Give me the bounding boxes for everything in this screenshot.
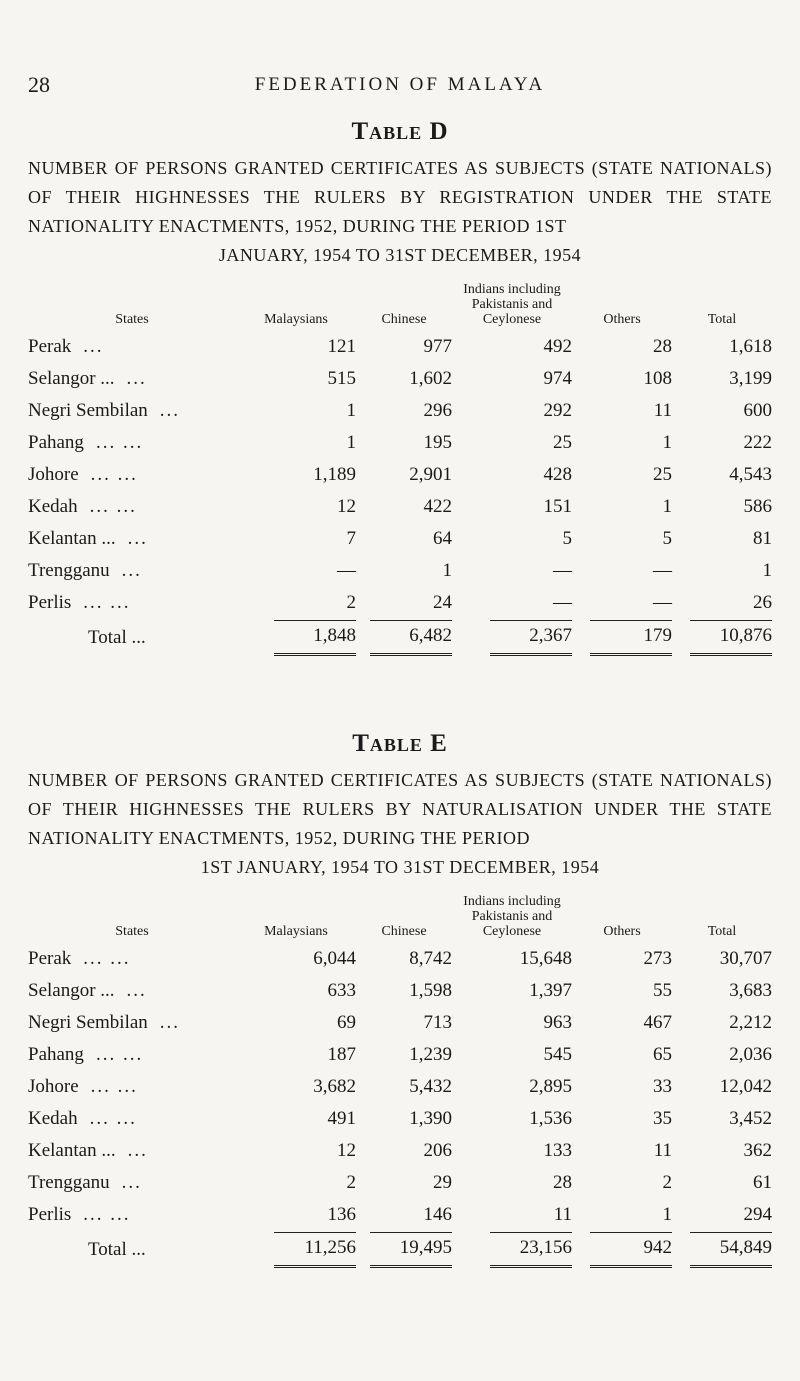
table-row xyxy=(28,491,772,523)
state-name: Pahang xyxy=(28,432,84,453)
value-cell: 2,212 xyxy=(729,1012,772,1033)
leader-dots: ... xyxy=(159,1012,181,1033)
value-cell: 362 xyxy=(743,1140,772,1161)
value-cell: 2,895 xyxy=(529,1076,572,1097)
total-row xyxy=(28,619,772,657)
value-cell: 1 xyxy=(442,560,452,581)
value-cell: 3,452 xyxy=(729,1108,772,1129)
table-row xyxy=(28,587,772,619)
state-name: Trengganu xyxy=(28,1172,110,1193)
value-cell: 292 xyxy=(543,400,572,421)
table-row xyxy=(28,1167,772,1199)
description-line: UNDER THE STATE NATIONALITY ENACTMENTS, 1952, DURING THE PERIOD xyxy=(28,799,772,848)
total-value: 942 xyxy=(590,1232,672,1268)
description-line: NUMBER OF PERSONS GRANTED CERTIFICATES AS SUBJECTS (STATE xyxy=(28,770,654,790)
description-line: NUMBER OF PERSONS GRANTED CERTIFICATES AS SUBJECTS (STATE xyxy=(28,158,654,178)
value-cell: 8,742 xyxy=(409,948,452,969)
state-name: Negri Sembilan xyxy=(28,1012,148,1033)
value-cell: 1,390 xyxy=(409,1108,452,1129)
state-name: Kelantan ... xyxy=(28,528,116,549)
description-line: NATIONALS) OF THEIR HIGHNESSES THE RULERS BY NATURALISATION xyxy=(28,770,773,819)
value-cell: 5 xyxy=(562,528,572,549)
value-cell: 273 xyxy=(643,948,672,969)
column-header: Total xyxy=(707,312,737,327)
value-cell: 1 xyxy=(662,432,672,453)
page-header xyxy=(28,72,772,102)
value-cell: 26 xyxy=(753,592,772,613)
state-cell xyxy=(28,491,236,523)
table-row xyxy=(28,943,772,975)
total-value: 2,367 xyxy=(490,620,572,656)
state-name: Kelantan ... xyxy=(28,1140,116,1161)
leader-dots: ... xyxy=(127,528,148,549)
table-row xyxy=(28,1039,772,1071)
table-row xyxy=(28,1007,772,1039)
total-label: Total ... xyxy=(88,1239,146,1260)
value-cell: 1 xyxy=(346,432,356,453)
state-cell xyxy=(28,975,236,1007)
column-header: Others xyxy=(603,312,641,327)
value-cell: 3,199 xyxy=(729,368,772,389)
header-row xyxy=(28,894,772,943)
total-label-cell xyxy=(28,1231,236,1269)
state-name: Selangor ... xyxy=(28,980,115,1001)
value-cell: 64 xyxy=(433,528,452,549)
value-cell: 586 xyxy=(743,496,772,517)
value-cell: 24 xyxy=(433,592,452,613)
table-row xyxy=(28,1199,772,1231)
value-cell: 428 xyxy=(543,464,572,485)
value-cell: 545 xyxy=(543,1044,572,1065)
leader-dots: ... ... xyxy=(95,1044,144,1065)
value-cell: 296 xyxy=(423,400,452,421)
value-cell: 15,648 xyxy=(519,948,572,969)
state-name: Perak xyxy=(28,336,72,357)
total-value: 1,848 xyxy=(274,620,356,656)
value-cell: 187 xyxy=(327,1044,356,1065)
value-cell: 491 xyxy=(327,1108,356,1129)
value-cell: 146 xyxy=(423,1204,452,1225)
value-cell: 12 xyxy=(337,1140,356,1161)
column-header: Chinese xyxy=(381,924,427,939)
value-cell: 30,707 xyxy=(719,948,772,969)
value-cell: 12,042 xyxy=(719,1076,772,1097)
value-cell: 4,543 xyxy=(729,464,772,485)
value-cell: 1 xyxy=(662,1204,672,1225)
state-cell xyxy=(28,555,236,587)
value-cell: 2 xyxy=(662,1172,672,1193)
value-cell: 2 xyxy=(346,592,356,613)
total-cell xyxy=(236,619,356,657)
value-cell: 12 xyxy=(337,496,356,517)
value-cell: 55 xyxy=(653,980,672,1001)
description-line: THE STATE NATIONALITY ENACTMENTS, 1952, DURING THE PERIOD 1ST xyxy=(28,187,772,236)
value-cell: 2,901 xyxy=(409,464,452,485)
value-cell: 108 xyxy=(643,368,672,389)
total-cell xyxy=(356,619,452,657)
table-row xyxy=(28,427,772,459)
total-cell xyxy=(672,1231,772,1269)
value-cell: 11 xyxy=(653,1140,672,1161)
value-cell: 206 xyxy=(423,1140,452,1161)
total-row xyxy=(28,1231,772,1269)
value-cell: 5 xyxy=(662,528,672,549)
total-value: 11,256 xyxy=(274,1232,356,1268)
value-cell: 713 xyxy=(423,1012,452,1033)
value-cell: 977 xyxy=(423,336,452,357)
value-cell: 35 xyxy=(653,1108,672,1129)
table-e-section xyxy=(28,730,772,1269)
table-row xyxy=(28,459,772,491)
state-cell xyxy=(28,395,236,427)
value-cell: 600 xyxy=(743,400,772,421)
state-name: Perlis xyxy=(28,592,72,613)
leader-dots: ... ... xyxy=(89,1108,137,1129)
state-name: Kedah xyxy=(28,1108,78,1129)
description-line: 1ST JANUARY, 1954 TO 31ST DECEMBER, 1954 xyxy=(200,857,600,877)
leader-dots: ... ... xyxy=(83,592,131,613)
value-cell: 195 xyxy=(423,432,452,453)
value-cell: — xyxy=(553,560,572,581)
table-title: Table E xyxy=(352,730,448,757)
state-cell xyxy=(28,1199,236,1231)
state-name: Perlis xyxy=(28,1204,72,1225)
state-name: Trengganu xyxy=(28,560,110,581)
header-row xyxy=(28,282,772,331)
leader-dots: ... ... xyxy=(83,1204,131,1225)
value-cell: 133 xyxy=(543,1140,572,1161)
value-cell: 963 xyxy=(543,1012,572,1033)
value-cell: 7 xyxy=(346,528,356,549)
leader-dots: ... xyxy=(127,1140,148,1161)
total-cell xyxy=(572,1231,672,1269)
value-cell: 3,683 xyxy=(729,980,772,1001)
total-cell xyxy=(452,1231,572,1269)
value-cell: — xyxy=(337,560,356,581)
total-cell xyxy=(356,1231,452,1269)
state-cell xyxy=(28,523,236,555)
value-cell: 33 xyxy=(653,1076,672,1097)
total-value: 10,876 xyxy=(690,620,772,656)
state-name: Johore xyxy=(28,1076,79,1097)
value-cell: 28 xyxy=(553,1172,572,1193)
value-cell: 1,189 xyxy=(313,464,356,485)
value-cell: 121 xyxy=(327,336,356,357)
value-cell: 222 xyxy=(743,432,772,453)
table-row xyxy=(28,1135,772,1167)
state-cell xyxy=(28,1039,236,1071)
leader-dots: ... xyxy=(126,368,147,389)
leader-dots: ... xyxy=(83,336,104,357)
leader-dots: ... ... xyxy=(95,432,144,453)
column-header: Indians including Pakistanis and Ceylonese xyxy=(463,894,561,939)
value-cell: 1 xyxy=(662,496,672,517)
leader-dots: ... ... xyxy=(90,1076,138,1097)
total-value: 19,495 xyxy=(370,1232,452,1268)
table-row xyxy=(28,363,772,395)
leader-dots: ... ... xyxy=(90,464,138,485)
value-cell: — xyxy=(653,560,672,581)
total-label-cell xyxy=(28,619,236,657)
column-header: Malaysians xyxy=(264,312,328,327)
state-name: Selangor ... xyxy=(28,368,115,389)
value-cell: — xyxy=(653,592,672,613)
table-description xyxy=(28,766,772,882)
state-cell xyxy=(28,587,236,619)
running-head: FEDERATION OF MALAYA xyxy=(254,74,546,95)
value-cell: 81 xyxy=(753,528,772,549)
page-number: 28 xyxy=(28,72,50,97)
column-header: Malaysians xyxy=(264,924,328,939)
leader-dots: ... xyxy=(159,400,181,421)
value-cell: 1,239 xyxy=(409,1044,452,1065)
leader-dots: ... xyxy=(121,560,142,581)
value-cell: 61 xyxy=(753,1172,772,1193)
value-cell: 69 xyxy=(337,1012,356,1033)
table-row xyxy=(28,523,772,555)
state-cell xyxy=(28,427,236,459)
total-value: 6,482 xyxy=(370,620,452,656)
value-cell: 136 xyxy=(327,1204,356,1225)
column-header: Chinese xyxy=(381,312,427,327)
table-row xyxy=(28,331,772,363)
value-cell: 467 xyxy=(643,1012,672,1033)
value-cell: 1,397 xyxy=(529,980,572,1001)
state-cell xyxy=(28,363,236,395)
value-cell: 6,044 xyxy=(313,948,356,969)
table-row xyxy=(28,1103,772,1135)
state-cell xyxy=(28,459,236,491)
value-cell: 1 xyxy=(762,560,772,581)
data-table xyxy=(28,282,772,657)
value-cell: 1,536 xyxy=(529,1108,572,1129)
value-cell: 25 xyxy=(553,432,572,453)
table-row xyxy=(28,555,772,587)
table-row xyxy=(28,1071,772,1103)
value-cell: 1 xyxy=(346,400,356,421)
column-header: States xyxy=(115,924,149,939)
state-cell xyxy=(28,1135,236,1167)
value-cell: 29 xyxy=(433,1172,452,1193)
state-cell xyxy=(28,943,236,975)
value-cell: 2,036 xyxy=(729,1044,772,1065)
state-name: Perak xyxy=(28,948,72,969)
table-row xyxy=(28,395,772,427)
total-cell xyxy=(672,619,772,657)
value-cell: 633 xyxy=(327,980,356,1001)
total-value: 54,849 xyxy=(690,1232,772,1268)
value-cell: 974 xyxy=(543,368,572,389)
value-cell: 3,682 xyxy=(313,1076,356,1097)
state-cell xyxy=(28,1007,236,1039)
column-header: Others xyxy=(603,924,641,939)
total-cell xyxy=(572,619,672,657)
column-header: Total xyxy=(707,924,737,939)
leader-dots: ... ... xyxy=(89,496,137,517)
table-title: Table D xyxy=(351,118,449,145)
leader-dots: ... xyxy=(121,1172,142,1193)
value-cell: 1,618 xyxy=(729,336,772,357)
total-cell xyxy=(236,1231,356,1269)
data-table xyxy=(28,894,772,1269)
leader-dots: ... ... xyxy=(83,948,131,969)
table-row xyxy=(28,975,772,1007)
state-name: Pahang xyxy=(28,1044,84,1065)
state-cell xyxy=(28,331,236,363)
state-cell xyxy=(28,1167,236,1199)
column-header: States xyxy=(115,312,149,327)
value-cell: — xyxy=(553,592,572,613)
value-cell: 2 xyxy=(346,1172,356,1193)
total-cell xyxy=(452,619,572,657)
table-description xyxy=(28,154,772,270)
leader-dots: ... xyxy=(126,980,147,1001)
state-name: Kedah xyxy=(28,496,78,517)
state-cell xyxy=(28,1071,236,1103)
value-cell: 294 xyxy=(743,1204,772,1225)
value-cell: 11 xyxy=(553,1204,572,1225)
total-value: 23,156 xyxy=(490,1232,572,1268)
value-cell: 5,432 xyxy=(409,1076,452,1097)
description-line: JANUARY, 1954 TO 31ST DECEMBER, 1954 xyxy=(218,245,582,265)
value-cell: 151 xyxy=(543,496,572,517)
total-label: Total ... xyxy=(88,627,146,648)
state-name: Negri Sembilan xyxy=(28,400,148,421)
column-header: Indians including Pakistanis and Ceylonese xyxy=(463,282,561,327)
total-value: 179 xyxy=(590,620,672,656)
value-cell: 1,602 xyxy=(409,368,452,389)
value-cell: 492 xyxy=(543,336,572,357)
value-cell: 1,598 xyxy=(409,980,452,1001)
state-cell xyxy=(28,1103,236,1135)
description-line: NATIONALS) OF THEIR HIGHNESSES THE RULERS BY REGISTRATION UNDER xyxy=(28,158,773,207)
value-cell: 25 xyxy=(653,464,672,485)
value-cell: 28 xyxy=(653,336,672,357)
value-cell: 11 xyxy=(653,400,672,421)
state-name: Johore xyxy=(28,464,79,485)
value-cell: 422 xyxy=(423,496,452,517)
value-cell: 65 xyxy=(653,1044,672,1065)
value-cell: 515 xyxy=(327,368,356,389)
table-d-section xyxy=(28,118,772,657)
